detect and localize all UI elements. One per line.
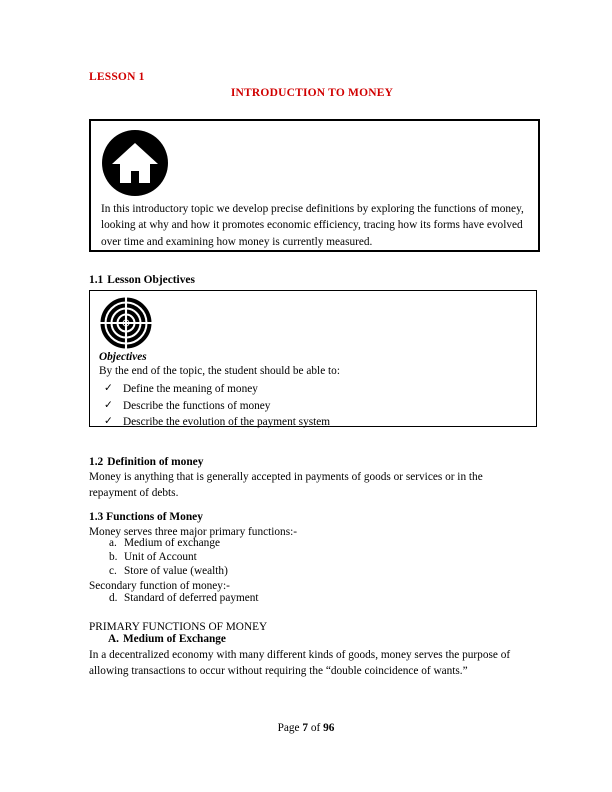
section-heading-1-2	[89, 456, 203, 468]
list-marker: d.	[109, 592, 118, 604]
definition-paragraph: Money is anything that is generally accepted in payments of goods or services or in the repayment of debts.	[89, 471, 483, 500]
list-item-label: Define the meaning of money	[123, 383, 258, 395]
check-icon: ✓	[104, 383, 113, 394]
list-marker: c.	[109, 564, 117, 577]
section-title-1-2: Definition of money	[107, 456, 204, 468]
subsection-heading-a	[108, 633, 226, 645]
list-item	[99, 414, 519, 431]
intro-callout-box	[89, 119, 540, 252]
section-number-1-2: 1.2	[89, 456, 104, 468]
list-item	[89, 592, 489, 606]
objectives-box	[89, 290, 537, 427]
subsection-letter-a: A.	[108, 633, 119, 645]
section-heading-1-3	[89, 511, 203, 523]
primary-functions-heading: PRIMARY FUNCTIONS OF MONEY	[89, 621, 268, 633]
list-marker: a.	[109, 537, 117, 549]
section-number-1-1: 1.1	[89, 274, 104, 286]
lesson-label: LESSON 1	[89, 71, 145, 83]
check-icon: ✓	[104, 416, 113, 427]
list-item-label: Store of value (wealth)	[124, 564, 228, 577]
footer-current-page: 7	[302, 722, 309, 734]
list-item-label: Medium of exchange	[124, 537, 220, 549]
footer-middle: of	[308, 722, 324, 734]
list-item	[99, 398, 519, 415]
list-item-label: Unit of Account	[124, 550, 197, 563]
target-icon	[99, 297, 153, 349]
medium-of-exchange-paragraph: In a decentralized economy with many different kinds of goods, money serves the purpose of allowing transactions to occur without requiring the “double coincidence of wants.”	[89, 649, 511, 678]
page-title: INTRODUCTION TO MONEY	[230, 87, 394, 99]
list-item	[89, 537, 489, 551]
subsection-title-a: Medium of Exchange	[122, 633, 226, 645]
list-item-label: Standard of deferred payment	[124, 592, 259, 604]
page-footer	[0, 722, 612, 734]
check-icon: ✓	[104, 399, 113, 411]
secondary-functions-list	[89, 592, 489, 606]
list-item	[89, 565, 489, 579]
list-item-label: Describe the evolution of the payment system	[123, 416, 331, 428]
list-item	[89, 551, 489, 565]
section-title-1-1: Lesson Objectives	[107, 274, 195, 286]
objectives-list	[99, 381, 519, 431]
section-heading-1-1	[89, 274, 195, 286]
secondary-functions-lead: Secondary function of money:-	[89, 580, 230, 592]
section-title-1-3: Functions of Money	[106, 511, 203, 523]
list-marker: b.	[109, 550, 118, 563]
footer-total-pages: 96	[323, 722, 335, 734]
functions-lead: Money serves three major primary functions:-	[89, 526, 297, 538]
objectives-title: Objectives	[99, 351, 147, 363]
footer-prefix: Page	[277, 722, 303, 734]
intro-text: In this introductory topic we develop precise definitions by exploring the functions of money, looking at why and how it promotes economic efficiency, tracing how its forms have evolved over time and examining how money is currently measured.	[101, 203, 524, 248]
objectives-lead: By the end of the topic, the student should be able to:	[99, 365, 340, 377]
primary-functions-list	[89, 537, 489, 578]
list-item-label: Describe the functions of money	[123, 399, 271, 412]
list-item	[99, 381, 519, 398]
section-number-1-3: 1.3	[89, 511, 104, 523]
home-icon	[102, 130, 168, 196]
